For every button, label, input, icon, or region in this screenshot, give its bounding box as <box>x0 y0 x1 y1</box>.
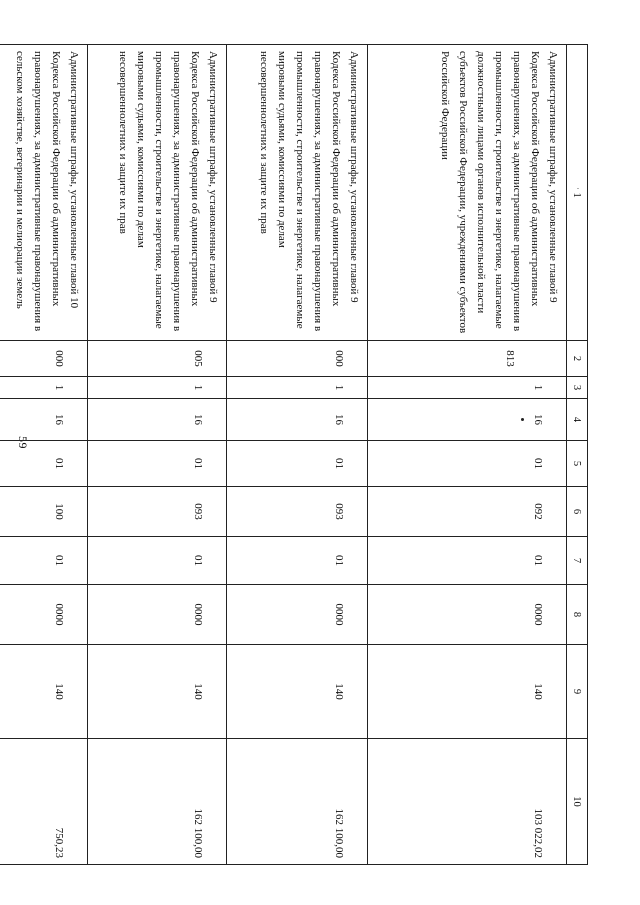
column-header: 8 <box>567 585 588 645</box>
program-code-cell: 0000 <box>0 585 88 645</box>
element-code-cell: 01 <box>88 537 227 585</box>
subgroup-code-cell: 16 <box>88 399 227 441</box>
article-code-cell: 01 <box>88 441 227 487</box>
group-code-cell: 1 <box>0 377 88 399</box>
row-name-cell: Административные штрафы, установленные главой 10 Кодекса Российской Федерации об административных правонарушениях, за административные правонарушения в сельском хозяйстве, ветеринарии и мелиорации земель <box>0 45 88 341</box>
table-header-row <box>567 45 588 865</box>
program-code-cell: 0000 <box>227 585 368 645</box>
subarticle-code-cell: 092 <box>368 487 567 537</box>
row-name-cell: Административные штрафы, установленные главой 9 Кодекса Российской Федерации об административных правонарушениях, за административные правонарушения в промышленности, строительстве и энергетике, налагаемые мировыми судьями, комиссиями по делам несовершеннолетних и защите их прав <box>88 45 227 341</box>
table-row <box>88 45 227 865</box>
column-header: 6 <box>567 487 588 537</box>
table-row <box>227 45 368 865</box>
group-code-cell: 1 <box>227 377 368 399</box>
admin-code-cell: 813 <box>368 341 567 377</box>
table-row <box>0 45 88 865</box>
column-header: 10 <box>567 739 588 865</box>
economic-code-cell: 140 <box>227 645 368 739</box>
table-row <box>368 45 567 865</box>
economic-code-cell: 140 <box>0 645 88 739</box>
amount-cell: 162 100,00 <box>227 739 368 865</box>
program-code-cell: 0000 <box>368 585 567 645</box>
column-header: · 1 <box>567 45 588 341</box>
column-header: 4 <box>567 399 588 441</box>
subgroup-code-cell: 16 <box>368 399 567 441</box>
article-code-cell: 01 <box>227 441 368 487</box>
stray-dot-mark <box>521 418 524 421</box>
admin-code-cell: 005 <box>88 341 227 377</box>
article-code-cell: 01 <box>368 441 567 487</box>
row-name-cell: Административные штрафы, установленные главой 9 Кодекса Российской Федерации об административных правонарушениях, за административные правонарушения в промышленности, строительстве и энергетике, налагаемые должностными лицами органов исполнительной власти субъектов Российской Федерации, учреждениями субъектов Российской Федерации <box>368 45 567 341</box>
column-header: 3 <box>567 377 588 399</box>
subarticle-code-cell: 093 <box>227 487 368 537</box>
row-name-cell: Административные штрафы, установленные главой 9 Кодекса Российской Федерации об административных правонарушениях, за административные правонарушения в промышленности, строительстве и энергетике, налагаемые мировыми судьями, комиссиями по делам несовершеннолетних и защите их прав <box>227 45 368 341</box>
group-code-cell: 1 <box>88 377 227 399</box>
subarticle-code-cell: 100 <box>0 487 88 537</box>
element-code-cell: 01 <box>227 537 368 585</box>
amount-cell: 750,23 <box>0 739 88 865</box>
group-code-cell: 1 <box>368 377 567 399</box>
column-header: 9 <box>567 645 588 739</box>
page-number: 59 <box>16 436 30 449</box>
admin-code-cell: 000 <box>227 341 368 377</box>
subgroup-code-cell: 16 <box>227 399 368 441</box>
economic-code-cell: 140 <box>368 645 567 739</box>
subgroup-code-cell: 16 <box>0 399 88 441</box>
element-code-cell: 01 <box>368 537 567 585</box>
column-header: 2 <box>567 341 588 377</box>
element-code-cell: 01 <box>0 537 88 585</box>
column-header: 5 <box>567 441 588 487</box>
amount-cell: 103 022,02 <box>368 739 567 865</box>
budget-revenue-table <box>0 44 588 865</box>
article-code-cell: 01 <box>0 441 88 487</box>
amount-cell: 162 100,00 <box>88 739 227 865</box>
column-header: 7 <box>567 537 588 585</box>
program-code-cell: 0000 <box>88 585 227 645</box>
subarticle-code-cell: 093 <box>88 487 227 537</box>
economic-code-cell: 140 <box>88 645 227 739</box>
admin-code-cell: 000 <box>0 341 88 377</box>
